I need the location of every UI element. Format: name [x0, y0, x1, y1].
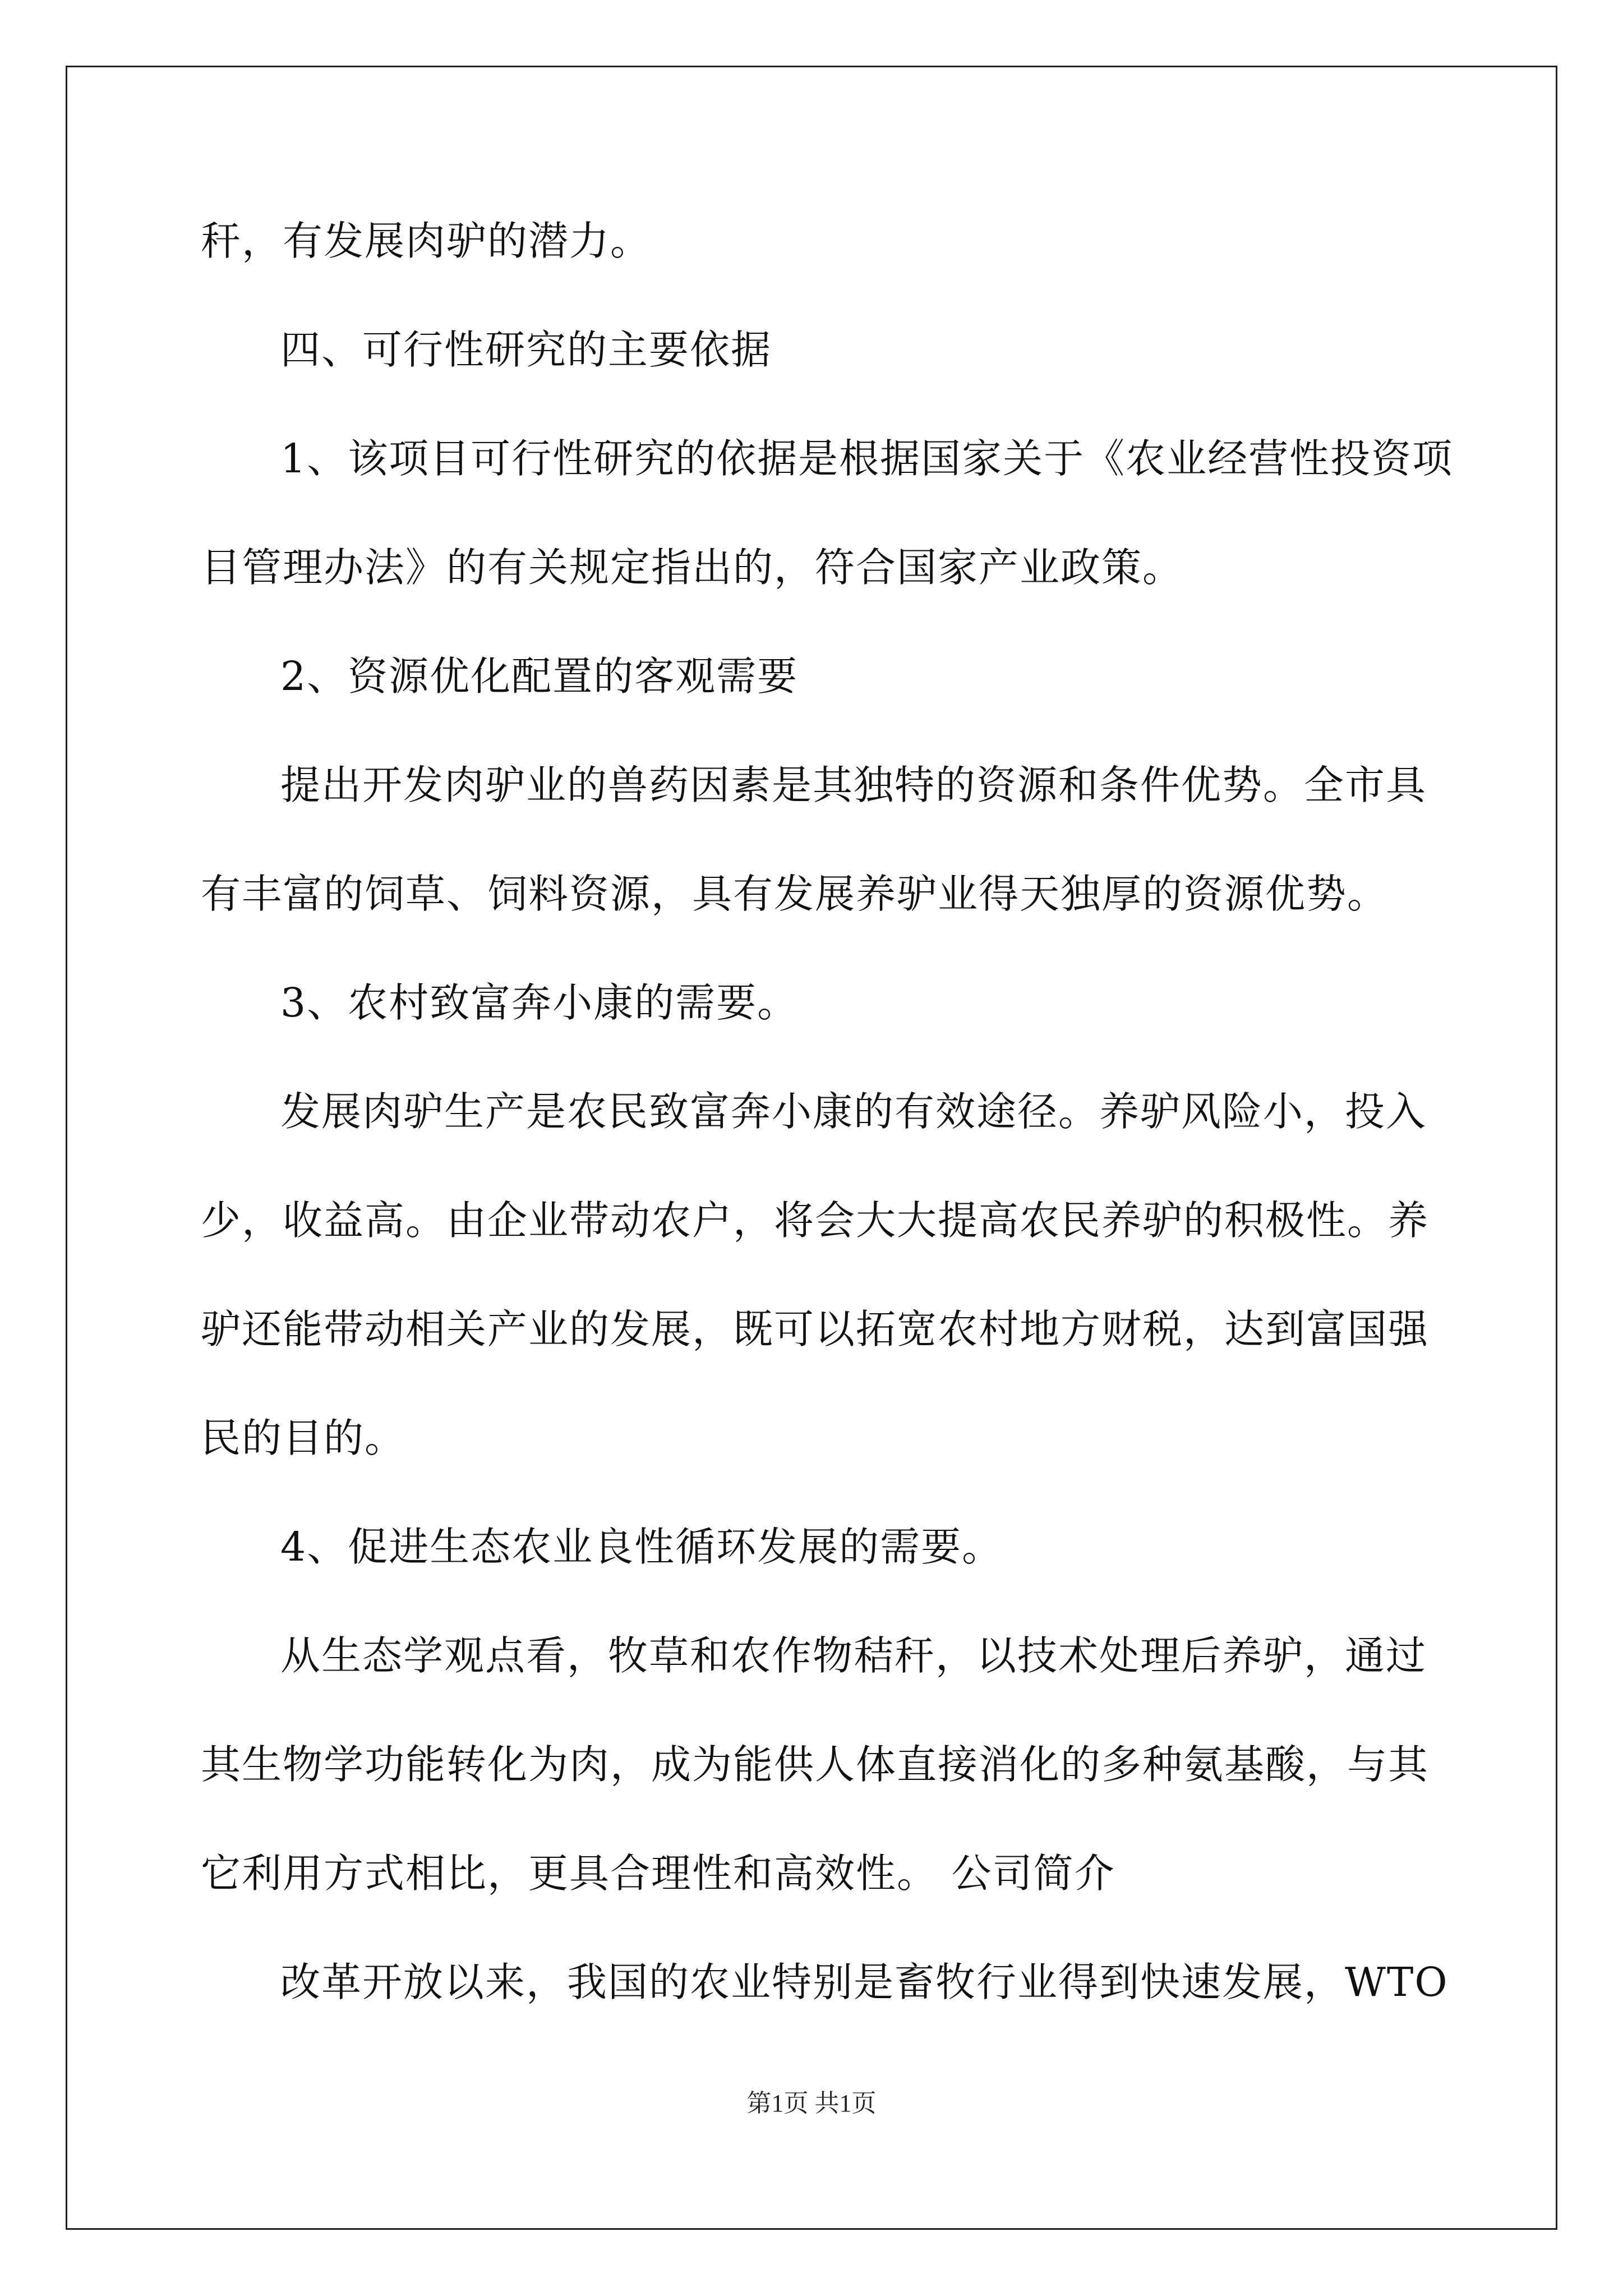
- subsection-heading: 4、促进生态农业良性循环发展的需要。: [280, 1524, 1003, 1570]
- text-line: 秆，有发展肉驴的潜力。: [201, 218, 652, 264]
- text-line: 驴还能带动相关产业的发展，既可以拓宽农村地方财税，达到富国强: [201, 1306, 1430, 1352]
- text-line: 其生物学功能转化为肉，成为能供人体直接消化的多种氨基酸，与其: [201, 1741, 1430, 1788]
- text-line: 有丰富的饲草、饲料资源，具有发展养驴业得天独厚的资源优势。: [201, 871, 1389, 917]
- page-border: [66, 66, 1557, 2230]
- text-line: 它利用方式相比，更具合理性和高效性。 公司简介: [201, 1850, 1115, 1897]
- text-line: 从生态学观点看，牧草和农作物秸秆，以技术处理后养驴，通过: [280, 1632, 1427, 1679]
- text-line: 少，收益高。由企业带动农户，将会大大提高农民养驴的积极性。养: [201, 1197, 1430, 1244]
- text-line: 提出开发肉驴业的兽药因素是其独特的资源和条件优势。全市具: [280, 762, 1427, 808]
- page-number: 第1页 共1页: [746, 2090, 877, 2117]
- section-heading: 四、可行性研究的主要依据: [280, 326, 772, 373]
- text-line: 民的目的。: [201, 1415, 406, 1461]
- subsection-heading: 3、农村致富奔小康的需要。: [280, 979, 799, 1026]
- text-line: 1、该项目可行性研究的依据是根据国家关于《农业经营性投资项: [280, 435, 1454, 482]
- text-line: 目管理办法》的有关规定指出的，符合国家产业政策。: [201, 544, 1184, 591]
- text-line: 改革开放以来，我国的农业特别是畜牧行业得到快速发展，WTO: [280, 1959, 1449, 2005]
- subsection-heading: 2、资源优化配置的客观需要: [280, 653, 799, 700]
- text-line: 发展肉驴生产是农民致富奔小康的有效途径。养驴风险小，投入: [280, 1088, 1427, 1135]
